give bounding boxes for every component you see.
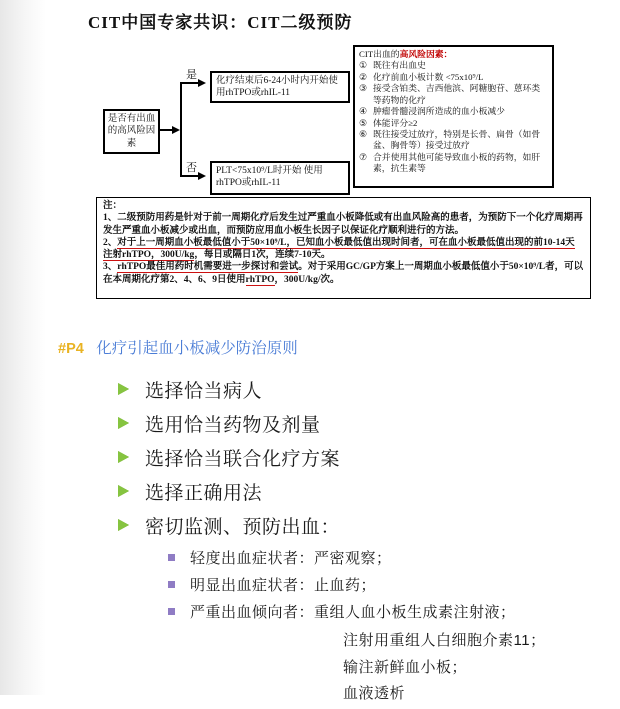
- page-edge-gradient: [0, 0, 46, 695]
- note-text: ，300U/kg/次。: [274, 274, 340, 285]
- bullet-label: 密切监测、预防出血：: [145, 516, 341, 538]
- sub-bullet-label: 严重出血倾向者：重组人血小板生成素注射液；: [190, 603, 516, 621]
- bullet-label: 选择恰当联合化疗方案: [145, 448, 341, 470]
- sub-bullet-label: 轻度出血症状者：严密观察；: [190, 549, 392, 567]
- note-text: 2、: [103, 237, 118, 248]
- arrowhead-bullet-icon: [118, 519, 129, 531]
- arrowhead-bullet-icon: [118, 485, 129, 497]
- arrowhead-bullet-icon: [118, 417, 129, 429]
- risk-factor-item: [359, 152, 548, 175]
- note-underlined-text: rhTPO: [245, 274, 275, 285]
- risk-factor-number: ④: [359, 106, 367, 117]
- note-text: 3、: [103, 262, 118, 273]
- no-branch-label: 否: [186, 162, 197, 174]
- bullet-item: [118, 446, 588, 468]
- square-bullet-icon: [168, 581, 175, 588]
- risk-factor-text: 体能评分≥2: [373, 117, 418, 128]
- continuation-text: 血液透析: [343, 685, 406, 702]
- risk-factors-title: [359, 49, 548, 60]
- risk-factor-number: ⑤: [359, 117, 367, 128]
- yes-branch-label: 是: [186, 69, 197, 81]
- bullet-label: 选择恰当病人: [145, 380, 263, 402]
- bullet-item: [118, 412, 588, 434]
- bullet-label: 选用恰当药物及剂量: [145, 414, 321, 436]
- slide-heading: [58, 336, 298, 358]
- connector-line: [159, 129, 173, 131]
- flowchart-decision-box: 是否有出血的高风险因素: [103, 109, 160, 154]
- risk-factor-item: [359, 60, 548, 71]
- risk-factor-number: ③: [359, 83, 367, 94]
- note-line: [103, 261, 584, 286]
- arrow-right-icon: [198, 172, 206, 180]
- slide-title: 化疗引起血小板减少防治原则: [96, 340, 298, 357]
- connector-line: [180, 82, 182, 177]
- sub-bullet-item: [168, 602, 588, 620]
- risk-title-prefix: CIT出血的: [359, 49, 400, 59]
- continuation-line: [343, 656, 588, 674]
- page-tag: #P4: [58, 341, 84, 357]
- note-text: 1、二级预防用药是针对于前一周期化疗后发生过严重血小板降低或有出血风险高的患者，为预防下一个化疗周期再发生严重血小板减少或出血，而预防应用血小板生长因子以保证化疗顺利进行的方法。: [103, 213, 583, 236]
- continuation-text: 注射用重组人白细胞介素11；: [343, 632, 546, 649]
- risk-factor-item: [359, 83, 548, 106]
- risk-factor-text: 化疗前血小板计数 <75x10⁹/L: [373, 71, 484, 82]
- bullet-label: 选择正确用法: [145, 482, 263, 504]
- continuation-text: 输注新鲜血小板；: [343, 658, 468, 676]
- risk-factor-item: [359, 106, 548, 117]
- risk-factors-list: [359, 60, 548, 174]
- risk-factor-item: [359, 72, 548, 83]
- square-bullet-icon: [168, 608, 175, 615]
- risk-factor-text: 合并使用其他可能导致血小板的药物，如肝素，抗生素等: [373, 151, 541, 174]
- note-underlined-text: rhTPO最佳用药时机需要进一步探讨和尝试: [117, 262, 299, 273]
- sub-bullet-item: [168, 575, 588, 593]
- risk-factor-item: [359, 118, 548, 129]
- risk-factor-text: 接受含铂类、吉西他滨、阿糖胞苷、蒽环类等药物的化疗: [373, 83, 541, 105]
- connector-line: [181, 175, 199, 177]
- risk-factor-text: 既往有出血史: [373, 60, 426, 71]
- risk-factor-text: 既往接受过放疗，特别是长骨、扁骨（如骨盆、胸骨等）接受过放疗: [373, 128, 541, 151]
- notes-box: [96, 197, 591, 299]
- risk-factor-number: ⑦: [359, 151, 367, 162]
- bullet-item: [118, 378, 588, 400]
- notes-label: 注：: [103, 201, 123, 211]
- note-text: 。对于采用GC/GP方案上一周期血小板最低值小于50×10⁹/L者，可以在本周期化疗第2、4、6、9日使用: [103, 262, 584, 285]
- bullet-item: [118, 480, 588, 502]
- arrow-right-icon: [172, 126, 180, 134]
- arrowhead-bullet-icon: [118, 383, 129, 395]
- risk-title-highlight: 高风险因素：: [399, 49, 453, 59]
- risk-factor-text: 肿瘤骨髓浸润所造成的血小板减少: [373, 106, 505, 117]
- risk-factor-number: ①: [359, 60, 367, 71]
- continuation-line: [343, 682, 588, 700]
- risk-factor-number: ⑥: [359, 128, 367, 139]
- page-title: CIT中国专家共识：CIT二级预防: [88, 13, 353, 32]
- note-line: [103, 237, 584, 262]
- note-text: ，每日或隔日1次，连续7-10天。: [194, 250, 331, 261]
- sub-bullet-list: [118, 548, 588, 700]
- sub-bullet-label: 明显出血症状者：止血药；: [190, 576, 377, 594]
- notes-lines: [103, 212, 584, 286]
- arrowhead-bullet-icon: [118, 451, 129, 463]
- note-underlined-text: 对于上一周期血小板最低值小于50×10⁹/L，已知血小板最低值出现时间者，可在血小板最低值出现的前10-14天注射rhTPO，300U/kg: [103, 237, 575, 261]
- flowchart-no-box: PLT<75x10⁹/L时开始 使用rhTPO或rhIL-11: [210, 161, 350, 195]
- bullet-item: [118, 514, 588, 536]
- square-bullet-icon: [168, 554, 175, 561]
- arrow-right-icon: [198, 79, 206, 87]
- flowchart-yes-box: 化疗结束后6-24小时内开始使用rhTPO或rhIL-11: [210, 71, 350, 103]
- note-line: [103, 212, 584, 237]
- continuation-line: [343, 629, 588, 647]
- risk-factor-item: [359, 129, 548, 152]
- sub-bullet-item: [168, 548, 588, 566]
- bullet-list: [118, 378, 588, 709]
- risk-factors-box: [353, 45, 554, 188]
- risk-factor-number: ②: [359, 71, 367, 82]
- connector-line: [181, 82, 199, 84]
